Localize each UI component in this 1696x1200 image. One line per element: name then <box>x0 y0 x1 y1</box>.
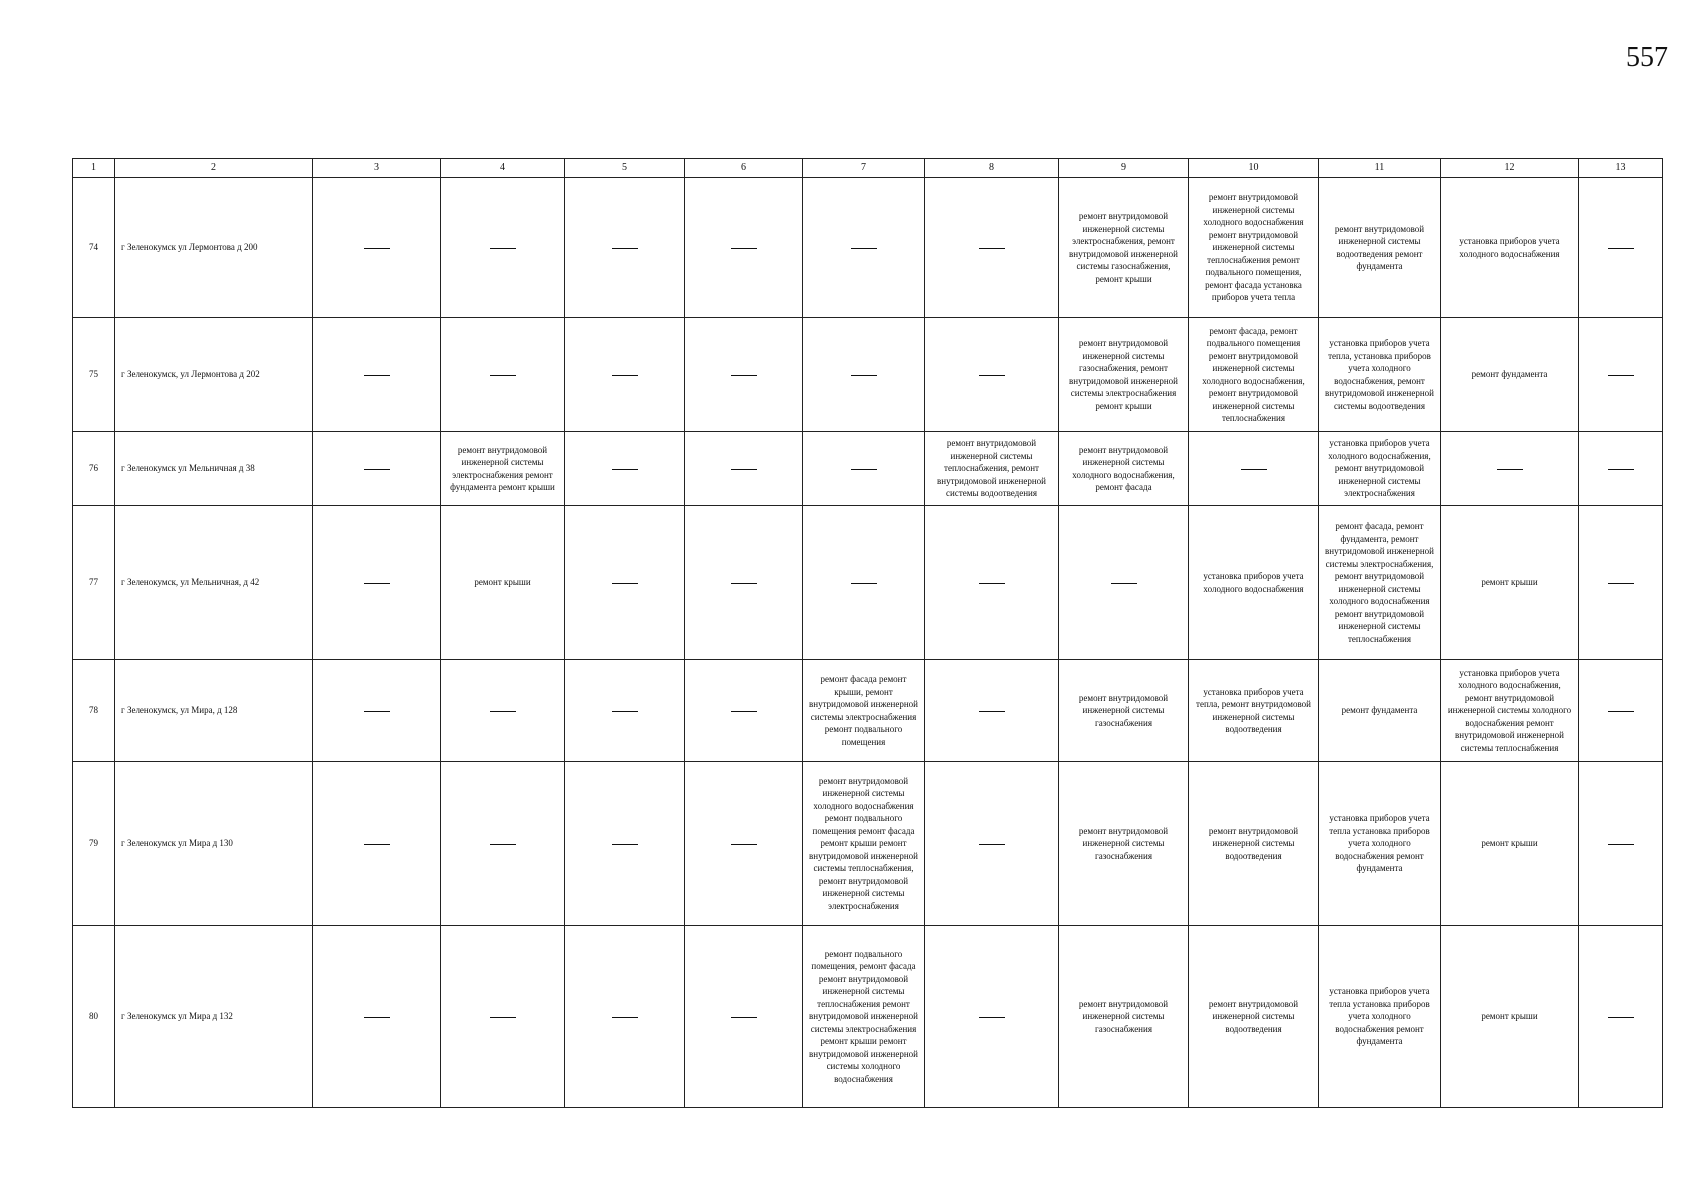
work-cell: ремонт внутридомовой инженерной системы газоснабжения <box>1059 660 1189 762</box>
dash-mark <box>979 248 1005 249</box>
column-header: 1 <box>73 159 115 178</box>
work-cell: ремонт фундамента <box>1319 660 1441 762</box>
dash-mark <box>851 583 877 584</box>
dash-mark <box>979 375 1005 376</box>
work-cell: установка приборов учета тепла установка приборов учета холодного водоснабжения ремонт фундамента <box>1319 926 1441 1108</box>
dash-mark <box>612 469 638 470</box>
work-cell: ремонт подвального помещения, ремонт фасада ремонт внутридомовой инженерной системы теплоснабжения ремонт внутридомовой инженерной системы электроснабжения ремонт крыши ремонт внутридомовой инженерной системы холодного водоснабжения <box>803 926 925 1108</box>
work-cell: установка приборов учета холодного водоснабжения <box>1441 178 1579 318</box>
empty-cell <box>803 432 925 506</box>
empty-cell <box>1579 506 1663 660</box>
work-cell: установка приборов учета тепла, установка приборов учета холодного водоснабжения, ремонт внутридомовой инженерной системы водоотведения <box>1319 318 1441 432</box>
row-number: 75 <box>73 318 115 432</box>
empty-cell <box>685 762 803 926</box>
empty-cell <box>685 506 803 660</box>
dash-mark <box>364 248 390 249</box>
empty-cell <box>313 926 441 1108</box>
table-row <box>73 506 1663 660</box>
column-header: 8 <box>925 159 1059 178</box>
dash-mark <box>1111 583 1137 584</box>
work-cell: ремонт внутридомовой инженерной системы холодного водоснабжения ремонт подвального помещения ремонт фасада ремонт крыши ремонт внутридомовой инженерной системы теплоснабжения, ремонт внутридомовой инженерной системы электроснабжения <box>803 762 925 926</box>
dash-mark <box>731 248 757 249</box>
empty-cell <box>925 506 1059 660</box>
work-cell: ремонт фасада, ремонт фундамента, ремонт внутридомовой инженерной системы электроснабжения, ремонт внутридомовой инженерной системы холодного водоснабжения ремонт внутридомовой инженерной системы теплоснабжения <box>1319 506 1441 660</box>
page-number: 557 <box>1626 42 1668 73</box>
empty-cell <box>1579 318 1663 432</box>
row-number: 79 <box>73 762 115 926</box>
dash-mark <box>612 844 638 845</box>
empty-cell <box>685 660 803 762</box>
empty-cell <box>441 926 565 1108</box>
header-row <box>73 159 1663 178</box>
work-cell: ремонт крыши <box>1441 926 1579 1108</box>
dash-mark <box>612 375 638 376</box>
table-body <box>73 178 1663 1108</box>
empty-cell <box>313 762 441 926</box>
empty-cell <box>925 762 1059 926</box>
dash-mark <box>364 1017 390 1018</box>
column-header: 10 <box>1189 159 1319 178</box>
work-cell: установка приборов учета холодного водоснабжения, ремонт внутридомовой инженерной системы холодного водоснабжения ремонт внутридомовой инженерной системы теплоснабжения <box>1441 660 1579 762</box>
empty-cell <box>441 660 565 762</box>
empty-cell <box>685 318 803 432</box>
column-header: 7 <box>803 159 925 178</box>
empty-cell <box>685 432 803 506</box>
work-cell: ремонт внутридомовой инженерной системы газоснабжения, ремонт внутридомовой инженерной системы электроснабжения ремонт крыши <box>1059 318 1189 432</box>
address-cell: г Зеленокумск ул Мельничная д 38 <box>115 432 313 506</box>
dash-mark <box>979 583 1005 584</box>
work-cell: ремонт фасада ремонт крыши, ремонт внутридомовой инженерной системы электроснабжения ремонт подвального помещения <box>803 660 925 762</box>
dash-mark <box>612 248 638 249</box>
work-cell: ремонт внутридомовой инженерной системы электроснабжения, ремонт внутридомовой инженерной системы газоснабжения, ремонт крыши <box>1059 178 1189 318</box>
dash-mark <box>1608 1017 1634 1018</box>
address-cell: г Зеленокумск, ул Лермонтова д 202 <box>115 318 313 432</box>
dash-mark <box>731 844 757 845</box>
empty-cell <box>565 660 685 762</box>
dash-mark <box>851 375 877 376</box>
dash-mark <box>612 583 638 584</box>
dash-mark <box>490 1017 516 1018</box>
empty-cell <box>1579 178 1663 318</box>
work-cell: ремонт внутридомовой инженерной системы водоотведения <box>1189 762 1319 926</box>
dash-mark <box>979 1017 1005 1018</box>
work-cell: ремонт внутридомовой инженерной системы газоснабжения <box>1059 762 1189 926</box>
column-header: 2 <box>115 159 313 178</box>
dash-mark <box>731 375 757 376</box>
empty-cell <box>803 318 925 432</box>
work-cell: ремонт внутридомовой инженерной системы газоснабжения <box>1059 926 1189 1108</box>
empty-cell <box>565 178 685 318</box>
row-number: 76 <box>73 432 115 506</box>
work-cell: ремонт внутридомовой инженерной системы электроснабжения ремонт фундамента ремонт крыши <box>441 432 565 506</box>
row-number: 80 <box>73 926 115 1108</box>
address-cell: г Зеленокумск, ул Мельничная, д 42 <box>115 506 313 660</box>
column-header: 6 <box>685 159 803 178</box>
column-header: 3 <box>313 159 441 178</box>
column-header: 12 <box>1441 159 1579 178</box>
work-cell: ремонт внутридомовой инженерной системы водоотведения <box>1189 926 1319 1108</box>
empty-cell <box>925 318 1059 432</box>
work-cell: ремонт внутридомовой инженерной системы водоотведения ремонт фундамента <box>1319 178 1441 318</box>
dash-mark <box>1608 248 1634 249</box>
empty-cell <box>1579 926 1663 1108</box>
dash-mark <box>851 248 877 249</box>
empty-cell <box>313 506 441 660</box>
work-cell: установка приборов учета холодного водоснабжения <box>1189 506 1319 660</box>
dash-mark <box>731 711 757 712</box>
empty-cell <box>441 178 565 318</box>
empty-cell <box>685 926 803 1108</box>
empty-cell <box>441 318 565 432</box>
table-row <box>73 660 1663 762</box>
dash-mark <box>1608 844 1634 845</box>
address-cell: г Зеленокумск ул Лермонтова д 200 <box>115 178 313 318</box>
empty-cell <box>1579 432 1663 506</box>
column-header: 4 <box>441 159 565 178</box>
work-cell: установка приборов учета холодного водоснабжения, ремонт внутридомовой инженерной системы электроснабжения <box>1319 432 1441 506</box>
row-number: 77 <box>73 506 115 660</box>
empty-cell <box>441 762 565 926</box>
dash-mark <box>490 375 516 376</box>
dash-mark <box>612 711 638 712</box>
dash-mark <box>364 711 390 712</box>
table-row <box>73 926 1663 1108</box>
address-cell: г Зеленокумск, ул Мира, д 128 <box>115 660 313 762</box>
work-cell: ремонт фундамента <box>1441 318 1579 432</box>
empty-cell <box>1059 506 1189 660</box>
column-header: 13 <box>1579 159 1663 178</box>
empty-cell <box>313 318 441 432</box>
empty-cell <box>565 432 685 506</box>
empty-cell <box>1579 660 1663 762</box>
table-row <box>73 318 1663 432</box>
empty-cell <box>1579 762 1663 926</box>
column-header: 5 <box>565 159 685 178</box>
work-cell: установка приборов учета тепла, ремонт внутридомовой инженерной системы водоотведения <box>1189 660 1319 762</box>
empty-cell <box>685 178 803 318</box>
work-cell: установка приборов учета тепла установка приборов учета холодного водоснабжения ремонт фундамента <box>1319 762 1441 926</box>
work-cell: ремонт крыши <box>1441 506 1579 660</box>
dash-mark <box>1497 469 1523 470</box>
work-cell: ремонт внутридомовой инженерной системы холодного водоснабжения, ремонт фасада <box>1059 432 1189 506</box>
dash-mark <box>490 248 516 249</box>
dash-mark <box>490 844 516 845</box>
dash-mark <box>364 469 390 470</box>
address-cell: г Зеленокумск ул Мира д 132 <box>115 926 313 1108</box>
work-cell: ремонт внутридомовой инженерной системы холодного водоснабжения ремонт внутридомовой инженерной системы теплоснабжения ремонт подвального помещения, ремонт фасада установка приборов учета тепла <box>1189 178 1319 318</box>
empty-cell <box>925 178 1059 318</box>
work-cell: ремонт фасада, ремонт подвального помещения ремонт внутридомовой инженерной системы холодного водоснабжения, ремонт внутридомовой инженерной системы теплоснабжения <box>1189 318 1319 432</box>
empty-cell <box>313 432 441 506</box>
empty-cell <box>925 660 1059 762</box>
dash-mark <box>851 469 877 470</box>
row-number: 78 <box>73 660 115 762</box>
work-cell: ремонт крыши <box>441 506 565 660</box>
dash-mark <box>1608 469 1634 470</box>
row-number: 74 <box>73 178 115 318</box>
empty-cell <box>565 926 685 1108</box>
dash-mark <box>1608 711 1634 712</box>
address-cell: г Зеленокумск ул Мира д 130 <box>115 762 313 926</box>
empty-cell <box>803 178 925 318</box>
dash-mark <box>364 844 390 845</box>
dash-mark <box>490 711 516 712</box>
empty-cell <box>313 178 441 318</box>
work-cell: ремонт крыши <box>1441 762 1579 926</box>
dash-mark <box>364 375 390 376</box>
dash-mark <box>612 1017 638 1018</box>
dash-mark <box>731 1017 757 1018</box>
empty-cell <box>925 926 1059 1108</box>
column-header: 11 <box>1319 159 1441 178</box>
table-row <box>73 178 1663 318</box>
empty-cell <box>1441 432 1579 506</box>
empty-cell <box>313 660 441 762</box>
table-row <box>73 762 1663 926</box>
empty-cell <box>565 506 685 660</box>
dash-mark <box>731 469 757 470</box>
table-row <box>73 432 1663 506</box>
dash-mark <box>731 583 757 584</box>
column-header: 9 <box>1059 159 1189 178</box>
works-table <box>72 158 1663 1108</box>
empty-cell <box>565 318 685 432</box>
empty-cell <box>1189 432 1319 506</box>
empty-cell <box>803 506 925 660</box>
dash-mark <box>1608 583 1634 584</box>
dash-mark <box>979 711 1005 712</box>
dash-mark <box>979 844 1005 845</box>
dash-mark <box>364 583 390 584</box>
work-cell: ремонт внутридомовой инженерной системы теплоснабжения, ремонт внутридомовой инженерной системы водоотведения <box>925 432 1059 506</box>
empty-cell <box>565 762 685 926</box>
dash-mark <box>1608 375 1634 376</box>
dash-mark <box>1241 469 1267 470</box>
